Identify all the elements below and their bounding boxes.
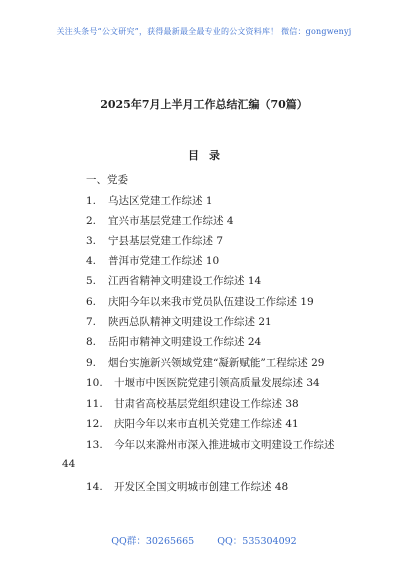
toc-item-text: 宁县基层党建工作综述 7 — [108, 235, 224, 247]
toc-item[interactable] — [86, 479, 288, 494]
toc-item-number: 5. — [86, 275, 97, 287]
toc-item-text: 十堰市中医医院党建引领高质量发展综述 34 — [114, 377, 320, 389]
toc-item-number: 7. — [86, 316, 97, 328]
toc-item-text: 庆阳今年以来我市党员队伍建设工作综述 19 — [108, 296, 314, 308]
toc-item-number: 4. — [86, 255, 97, 267]
document-title: 2025年7月上半月工作总结汇编（70篇） — [100, 98, 308, 111]
toc-item-number: 3. — [86, 235, 97, 247]
toc-item-text: 岳阳市精神文明建设工作综述 24 — [108, 336, 262, 348]
toc-item[interactable] — [86, 233, 223, 248]
toc-item-number: 2. — [86, 215, 97, 227]
toc-item-number: 8. — [86, 336, 97, 348]
toc-item[interactable] — [86, 437, 335, 452]
toc-item-text: 开发区全国文明城市创建工作综述 48 — [114, 481, 289, 493]
toc-item-text: 普洱市党建工作综述 10 — [108, 255, 220, 267]
toc-item-number: 10. — [86, 377, 103, 389]
toc-item[interactable] — [86, 416, 299, 431]
toc-item-text: 陕西总队精神文明建设工作综述 21 — [108, 316, 272, 328]
toc-item[interactable] — [86, 273, 261, 288]
toc-item-number: 11. — [86, 398, 103, 410]
qq-text: QQ：535304092 — [217, 536, 297, 547]
header-banner: 关注头条号“公文研究”，获得最新最全最专业的公文资料库！ 微信：gongwenyj — [56, 27, 352, 36]
toc-item-text: 乌达区党建工作综述 1 — [108, 195, 213, 207]
toc-item[interactable] — [86, 355, 324, 370]
toc-item-number: 13. — [86, 439, 103, 451]
toc-item-number: 1. — [86, 195, 97, 207]
toc-item[interactable] — [86, 314, 272, 329]
toc-heading: 目录 — [188, 149, 230, 162]
toc-item-number: 9. — [86, 357, 97, 369]
toc-item-text: 烟台实施新兴领域党建“凝新赋能”工程综述 29 — [108, 357, 325, 369]
qq-group-text: QQ群：30265665 — [111, 536, 195, 547]
toc-item-text: 江西省精神文明建设工作综述 14 — [108, 275, 262, 287]
toc-item[interactable] — [86, 294, 314, 309]
toc-item[interactable] — [86, 396, 299, 411]
toc-item-text: 今年以来滁州市深入推进城市文明建设工作综述 — [114, 439, 335, 451]
toc-item-number: 14. — [86, 481, 103, 493]
toc-item-number: 6. — [86, 296, 97, 308]
toc-item-page-wrap: 44 — [62, 458, 76, 470]
toc-item[interactable] — [86, 213, 234, 228]
toc-item-text: 宜兴市基层党建工作综述 4 — [108, 215, 234, 227]
toc-item[interactable] — [86, 253, 219, 268]
toc-item-text: 甘肃省高校基层党组织建设工作综述 38 — [114, 398, 299, 410]
toc-item[interactable] — [86, 334, 261, 349]
toc-item[interactable] — [86, 193, 213, 208]
toc-item-number: 12. — [86, 418, 103, 430]
toc-item-text: 庆阳今年以来市直机关党建工作综述 41 — [114, 418, 299, 430]
section-label: 一、党委 — [86, 174, 128, 186]
toc-item[interactable] — [86, 375, 320, 390]
footer-contact — [0, 533, 408, 547]
